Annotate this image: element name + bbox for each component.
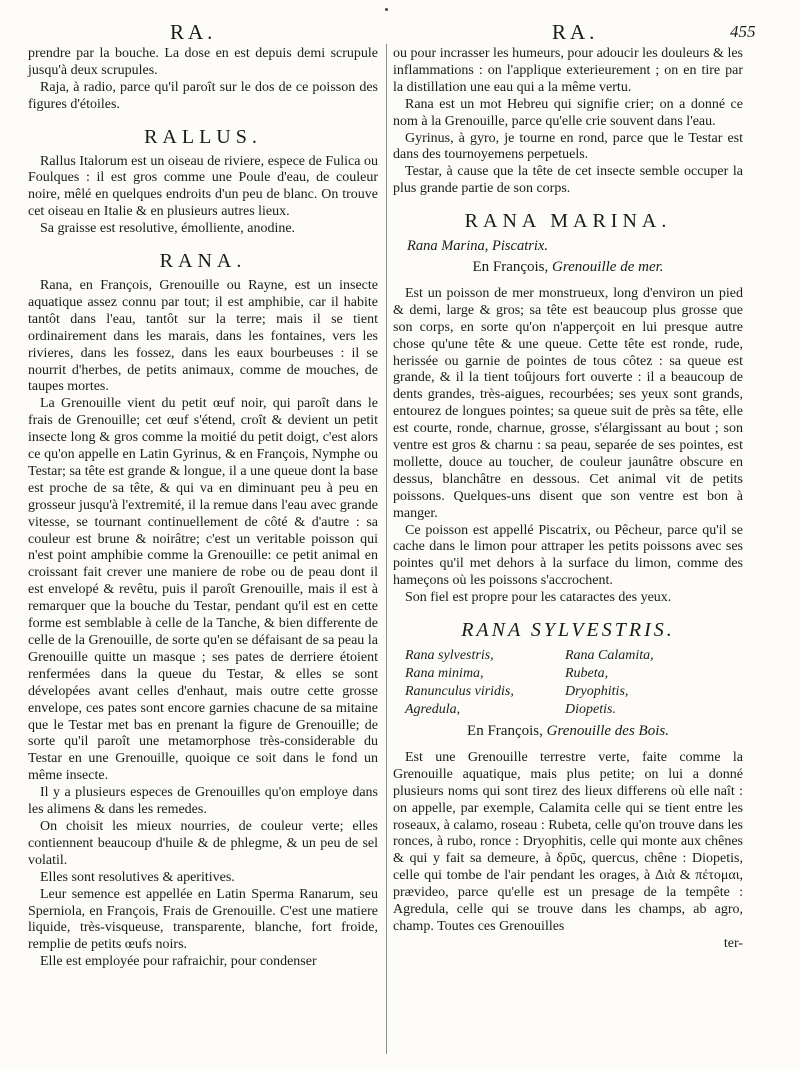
- paragraph: Son fiel est propre pour les cataractes des yeux.: [405, 590, 672, 606]
- synonym: Rana minima,: [405, 666, 484, 681]
- french-name: [393, 259, 743, 276]
- running-head-left: RA.: [170, 20, 217, 44]
- paragraph: Gyrinus, à gyro, je tourne en rond, parce que le Testar est dans des tournoyemens perpetuels.: [393, 130, 743, 163]
- french-prefix: En François,: [467, 723, 547, 739]
- synonym: Dryophitis,: [565, 684, 629, 699]
- catchword: ter-: [723, 935, 743, 951]
- synonym: Agredula,: [405, 702, 461, 717]
- french-term: Grenouille des Bois.: [546, 723, 669, 739]
- paragraph: Rana est un mot Hebreu qui signifie crier; on a donné ce nom à la Grenouille, parce qu'elle crie souvent dans l'eau.: [393, 96, 743, 129]
- paragraph: Elles sont resolutives & aperitives.: [40, 869, 235, 885]
- paragraph: ou pour incrasser les humeurs, pour adoucir les douleurs & les inflammations : on l'applique exterieurement ; on en tire par la distillation une eau qui a la même vertu.: [393, 46, 743, 95]
- paragraph: prendre par la bouche. La dose en est depuis demi scrupule jusqu'à deux scrupules.: [28, 46, 378, 78]
- french-term: Grenouille de mer.: [552, 258, 664, 275]
- synonym-line: Rana Marina, Piscatrix.: [407, 238, 548, 255]
- paragraph: Est une Grenouille terrestre verte, faite comme la Grenouille aquatique, mais plus petite; on lui a donné plusieurs noms qui sont tirez des lieux differens où elle naît : on appelle, par exemple, Calamita celle qui se tient entre les roseaux, à calamo, roseau : Rubeta, celle qu'on trouve dans les ronces, à rubo, ronce : Dryophitis, celle qui monte aux chênes & qui y fait sa demeure, à δρῦς, quercus, chêne : Diopetis, celle qui tombe de l'air pendant les orages, à Διὰ & πέτομαι, prævideo, parce qu'elle est un presage de la tempête : Agredula, celle qui se trouve dans les champs, ab agro, champ. Toutes ces Grenouilles: [393, 749, 743, 934]
- paragraph: Raja, à radio, parce qu'il paroît sur le dos de ce poisson des figures d'étoiles.: [28, 79, 378, 112]
- running-head-right: RA.: [552, 20, 599, 44]
- paragraph: Rallus Italorum est un oiseau de riviere, espece de Fulica ou Foulques : il est gros comme une Poule d'eau, de couleur noire, mêlé en quelques endroits d'un peu de blanc. On trouve cet oiseau en Italie & en plusieurs autres lieux.: [28, 153, 378, 220]
- paragraph: Ce poisson est appellé Piscatrix, ou Pêcheur, parce qu'il se cache dans le limon pour attraper les petits poissons avec ses pointes qu'il met dehors à la surface du limon, comme des hameçons où les poissons s'accrochent.: [393, 522, 743, 589]
- ink-speck: [385, 8, 388, 11]
- paragraph: Testar, à cause que la tête de cet insecte semble occuper la plus grande partie de son corps.: [393, 164, 743, 197]
- paragraph: Elle est employée pour rafraichir, pour condenser: [40, 954, 317, 970]
- synonym: Rana sylvestris,: [405, 648, 494, 663]
- section-heading: RANA MARINA.: [464, 210, 672, 233]
- page-number: 455: [730, 22, 756, 41]
- section-heading: RALLUS.: [144, 125, 262, 148]
- french-name: [393, 723, 743, 740]
- french-prefix: En François,: [472, 258, 553, 275]
- synonym: Diopetis.: [565, 702, 616, 717]
- column-rule: [386, 44, 387, 1054]
- section-heading: RANA.: [159, 250, 247, 273]
- synonym: Rubeta,: [565, 666, 609, 681]
- section-heading: RANA SYLVESTRIS.: [461, 619, 675, 642]
- paragraph: Leur semence est appellée en Latin Sperma Ranarum, seu Sperniola, en François, Frais de Grenouille. C'est une matiere liquide, très-visqueuse, transparente, blanche, fort froide, remplie de petits œufs noirs.: [28, 886, 378, 953]
- right-column: [393, 46, 743, 953]
- paragraph: Rana, en François, Grenouille ou Rayne, est un insecte aquatique assez connu par tout; il est amphibie, car il habite tantôt dans l'eau, tantôt sur la terre; mais il se tient ordinairement dans les marais, dans les fontaines, vers les rivieres, dans les fossez, dans les eaux bourbeuses : il se nourrit d'herbes, de petits animaux, comme de mouches, de taupes mortes.: [28, 277, 378, 395]
- synonym: Ranunculus viridis,: [405, 684, 514, 699]
- synonym: Rana Calamita,: [565, 648, 654, 663]
- paragraph: On choisit les mieux nourries, de couleur verte; elles contiennent beaucoup d'huile & de phlegme, & un peu de sel volatil.: [28, 818, 378, 868]
- paragraph: Il y a plusieurs especes de Grenouilles qu'on employe dans les alimens & dans les remedes.: [28, 785, 378, 818]
- paragraph: Sa graisse est resolutive, émolliente, anodine.: [40, 221, 296, 237]
- synonym-grid: [405, 647, 743, 719]
- paragraph: La Grenouille vient du petit œuf noir, qui paroît dans le frais de Grenouille; cet œuf s'étend, croît & devient un petit insecte long & gros comme la moitié du petit doigt, c'est alors ce qu'on appelle en Latin Gyrinus, & en François, Nymphe ou Testar; sa tête est grande & longue, il a une queue dont la base est proche de sa tête, & qui va en diminuant peu à peu en grosseur jusqu'à l'extremité, il la remue dans l'eau avec grande vitesse, se tournant continuellement de côté & d'autre : sa couleur est brune & noirâtre; c'est un veritable poisson qui n'est point amphibie comme la Grenouille: ce petit animal en croissant fait crever une maniere de robe ou de peau dont il est envelopé & revêtu, puis il paroît Grenouille, mais il est à remarquer que la bouche du Testar, pendant qu'il est en cette forme est semblable à celle de la Tanche, & bien differente de celle de la Grenouille, de sorte qu'en se défaisant de sa peau la Grenouille quitte un masque ; ses pates de derriere étoient renfermées dans la queue du Testar, & elles se sont dévelopées avant celles d'enhaut, mais outre cette grosse envelope, ces pates sont encore garnies chacune de sa mitaine que le Testar met bas en prenant la figure de Grenouille; de sorte qu'il paroît une metamorphose très-considerable du Testar en une Grenouille, quoique ce soit dans le fond un même insecte.: [28, 396, 378, 784]
- paragraph: Est un poisson de mer monstrueux, long d'environ un pied & demi, large & gros; sa tête est beaucoup plus grosse que son corps, en sorte qu'on n'apperçoit en lui presque autre chose qu'une tête & une queue. Cette tête est ronde, rude, herissée ou garnie de pointes de tous côtez : sa queue est grande, & il la tient toûjours fort ouverte : il a beaucoup de dents grandes, très-aigues, recourbées; ses yeux sont grands, entourez de longues pointes; sa queue suit de près sa tête, elle est courte, ronde, charnue, grosse, s'élargissant au bout ; son ventre est gros & charnu : sa peau, separée de ses pointes, est mollette, douce au toucher, de couleur jaunâtre obscure en dessus, blanchâtre en dessous. Cet animal vit de petits poissons. Quelques-uns disent que son ventre est bon à manger.: [393, 285, 743, 521]
- left-column: [28, 46, 378, 971]
